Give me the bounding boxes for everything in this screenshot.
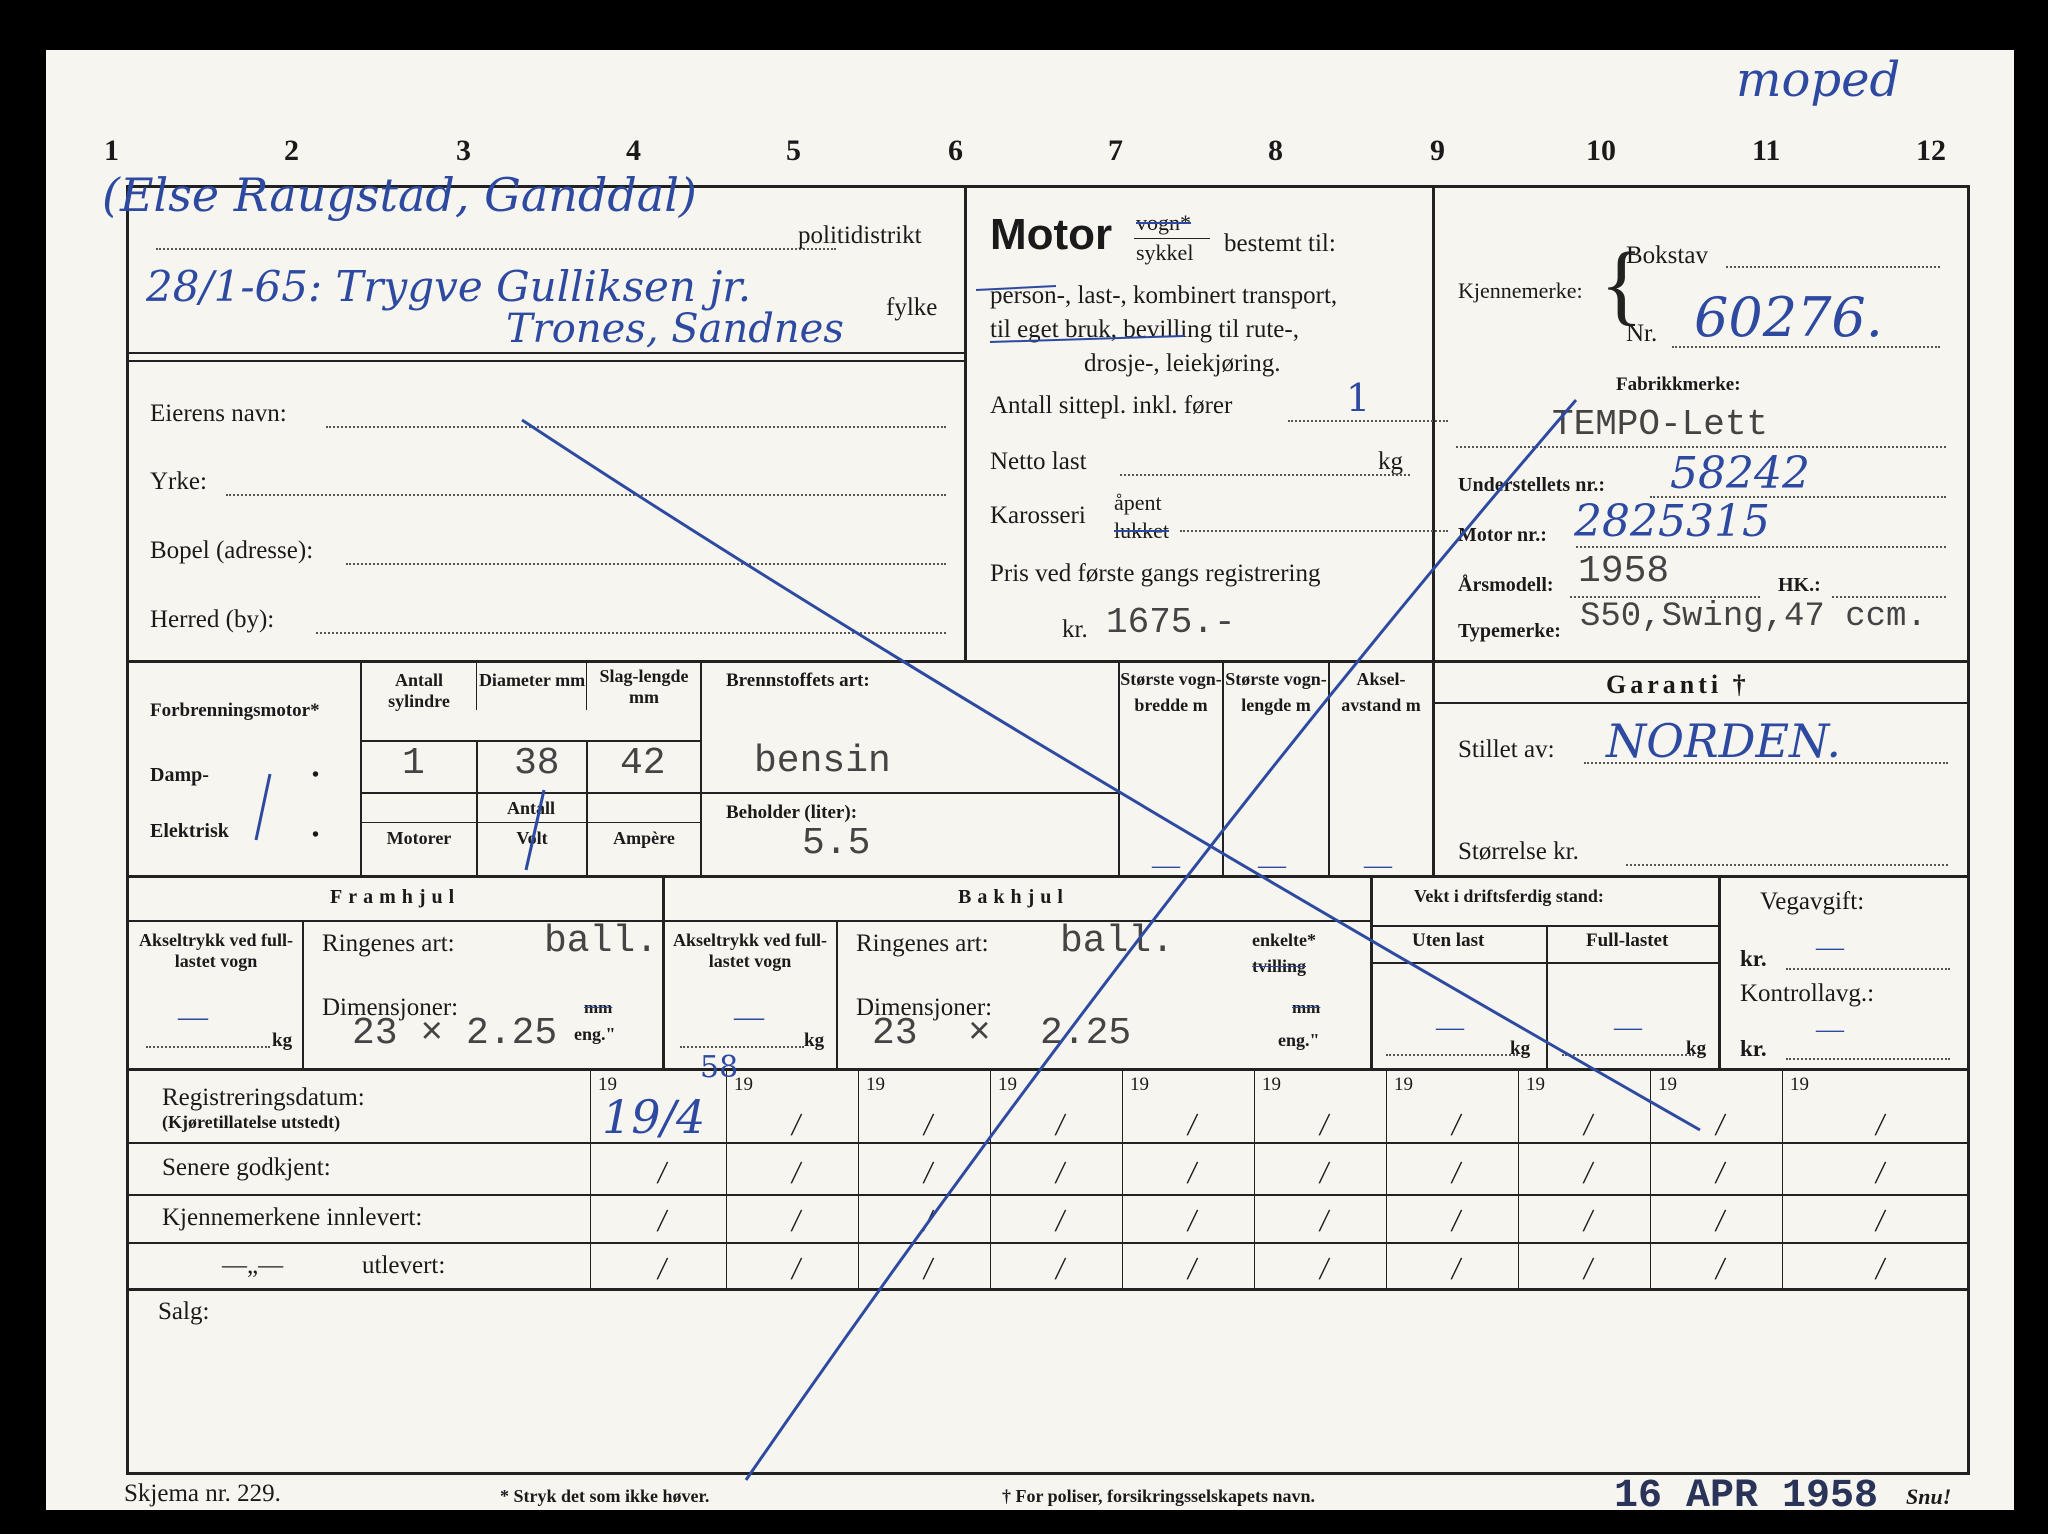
footer-stryk: * Stryk det som ikke høver. [500,1486,710,1506]
registration-year-prefix: 19 [1262,1074,1281,1095]
label-registreringsdatum: Registreringsdatum: [162,1084,365,1111]
dash-akseltrykk-rear: — [734,1000,764,1033]
value-dim-rear-a: 23 [872,1012,918,1055]
motor-kg: kg [1378,448,1403,475]
handwritten-moped: moped [1736,52,1901,108]
label-ringenes-rear: Ringenes art: [856,930,989,957]
label-utlevert-prefix: —„— [222,1252,284,1279]
column-number: 11 [1752,134,1781,167]
header-slaglengde: Slag-lengde mm [599,666,689,707]
motor-price: 1675.- [1106,602,1236,643]
label-vegavgift-kr: kr. [1740,946,1767,971]
registration-slash: / [1713,1250,1728,1286]
registration-year-prefix: 19 [734,1074,753,1095]
registration-slash: / [921,1106,936,1142]
registration-slash: / [1581,1154,1596,1190]
column-number: 1 [104,134,119,167]
motor-apent: åpent [1114,490,1162,515]
kg-front: kg [272,1030,293,1051]
motor-netto-last: Netto last [990,448,1087,475]
registration-slash: / [1185,1154,1200,1190]
registration-slash: / [1185,1202,1200,1238]
label-arsmodell: Årsmodell: [1458,574,1554,596]
value-ball-rear: ball. [1060,920,1175,963]
handwritten-first-date: 19/4 [602,1090,706,1144]
header-garanti: Garanti † [1606,670,1750,699]
registration-slash: / [1053,1250,1068,1286]
column-number: 8 [1268,134,1283,167]
column-number: 5 [786,134,801,167]
label-forbrenning: Forbrenningsmotor* [150,700,320,721]
registration-slash: / [789,1250,804,1286]
label-enkelte: enkelte* [1252,930,1316,950]
registration-slash: / [789,1106,804,1142]
dash-bredde: — [1152,850,1180,881]
column-number: 4 [626,134,641,167]
label-herred: Herred (by): [150,606,275,633]
registration-slash: / [1317,1250,1332,1286]
dash-akseltrykk-front: — [178,1000,208,1033]
label-dimensjoner-front: Dimensjoner: [322,994,459,1021]
header-storste-bredde: Største vogn-bredde m [1120,669,1222,715]
brace: { [1600,235,1644,334]
column-number: 3 [456,134,471,167]
value-dim-front: 23 × 2.25 [352,1012,558,1055]
label-stillet-av: Stillet av: [1458,736,1555,763]
registration-slash: / [921,1154,936,1190]
handwritten-first-year: 58 [700,1050,739,1085]
value-slaglengde: 42 [620,742,666,785]
registration-year-prefix: 19 [1130,1074,1149,1095]
column-number: 7 [1108,134,1123,167]
header-uten-last: Uten last [1412,930,1485,951]
bullet-damp: • [312,764,320,786]
registration-slash: / [1449,1106,1464,1142]
header-bakhjul: Bakhjul [958,886,1069,908]
motor-bestemt: bestemt til: [1224,230,1336,257]
value-dim-rear-b: 2.25 [1040,1012,1132,1055]
handwritten-plate-number: 60276. [1694,286,1883,349]
registration-slash: / [1713,1106,1728,1142]
label-dimensjoner-rear: Dimensjoner: [856,994,993,1021]
registration-slash: / [1873,1106,1888,1142]
label-fabrikkmerke: Fabrikkmerke: [1616,374,1741,395]
column-number: 12 [1916,134,1946,167]
footer-polisen: † For poliser, forsikringsselskapets navn. [1002,1486,1316,1506]
registration-slash: / [655,1250,670,1286]
registration-slash: / [1713,1202,1728,1238]
motor-vogn: vogn* [1136,210,1191,235]
label-kontrollavg: Kontrollavg.: [1740,980,1875,1007]
value-ball-front: ball. [544,920,659,963]
value-brennstoff: bensin [754,740,891,783]
kg-uten-last: kg [1510,1038,1531,1059]
registration-year-prefix: 19 [866,1074,885,1095]
registration-slash: / [1053,1106,1068,1142]
label-eierens-navn: Eierens navn: [150,400,287,427]
label-damp: Damp- [150,764,209,786]
cross-out-lines [46,50,2014,1510]
registration-slash: / [921,1202,936,1238]
handwritten-owner-change-2: Trones, Sandnes [506,306,844,352]
label-hk: HK.: [1778,574,1821,596]
registration-slash: / [1053,1202,1068,1238]
registration-slash: / [655,1154,670,1190]
motor-purpose-2: til eget bruk, bevilling til rute-, [990,316,1299,343]
label-utlevert: utlevert: [362,1252,446,1279]
mm-rear: mm [1292,998,1321,1017]
label-typemerke: Typemerke: [1458,620,1561,642]
label-motor-nr: Motor nr.: [1458,524,1547,546]
registration-slash: / [789,1202,804,1238]
handwritten-chassis-nr: 58242 [1670,448,1810,499]
footer-snu: Snu! [1906,1484,1952,1509]
registration-year-prefix: 19 [1526,1074,1545,1095]
dash-full-lastet: — [1614,1012,1642,1043]
date-stamp: 16 APR 1958 [1614,1474,1879,1519]
label-yrke: Yrke: [150,468,207,495]
value-beholder: 5.5 [802,822,871,865]
registration-slash: / [1873,1154,1888,1190]
header-volt: Volt [516,828,548,848]
label-nr: Nr. [1626,320,1658,347]
dash-vegavgift: — [1816,932,1844,963]
header-akselavstand: Aksel-avstand m [1341,669,1421,715]
label-senere-godkjent: Senere godkjent: [162,1154,331,1181]
eng-rear: eng." [1278,1030,1320,1050]
column-number: 9 [1430,134,1445,167]
registration-slash: / [1449,1202,1464,1238]
handwritten-seats: 1 [1346,376,1371,420]
label-bopel: Bopel (adresse): [150,537,314,564]
mm-front: mm [584,998,613,1017]
label-vegavgift: Vegavgift: [1760,888,1865,915]
column-number: 6 [948,134,963,167]
column-number: 2 [284,134,299,167]
motor-seats-label: Antall sittepl. inkl. fører [990,392,1233,419]
typemerke-value: S50,Swing,47 ccm. [1580,598,1927,636]
registration-year-prefix: 19 [1790,1074,1809,1095]
header-motorer: Motorer [386,828,452,848]
arsmodell-value: 1958 [1578,550,1670,593]
header-vekt: Vekt i driftsferdig stand: [1414,886,1604,906]
registration-year-prefix: 19 [1394,1074,1413,1095]
label-storrelse: Størrelse kr. [1458,838,1579,865]
registration-slash: / [1713,1154,1728,1190]
label-politidistrikt: politidistrikt [798,222,922,249]
value-dim-rear-x: × [968,1012,991,1055]
header-diameter: Diameter mm [478,670,586,690]
dash-uten-last: — [1436,1012,1464,1043]
motor-karosseri: Karosseri [990,502,1086,529]
handwritten-guarantee-by: NORDEN. [1606,714,1841,768]
column-number: 10 [1586,134,1616,167]
registration-slash: / [1317,1106,1332,1142]
registration-slash: / [655,1202,670,1238]
label-elektrisk: Elektrisk [150,820,229,842]
label-salg: Salg: [158,1298,210,1325]
registration-slash: / [1317,1154,1332,1190]
motor-sykkel: sykkel [1136,240,1194,265]
label-brennstoff: Brennstoffets art: [726,670,870,691]
value-diameter: 38 [514,742,560,785]
handwritten-motor-nr: 2825315 [1574,496,1770,547]
handwritten-owner-change: 28/1-65: Trygve Gulliksen jr. [146,262,752,311]
motor-title: Motor [990,210,1113,259]
registration-slash: / [1581,1106,1596,1142]
header-framhjul: Framhjul [330,886,461,908]
label-kontrollavg-kr: kr. [1740,1036,1767,1061]
motor-purpose-1: person-, last-, kombinert transport, [990,282,1338,309]
motor-kr: kr. [1062,616,1088,643]
registration-slash: / [1581,1250,1596,1286]
label-kjennemerke: Kjennemerke: [1458,278,1583,303]
registration-slash: / [1581,1202,1596,1238]
registration-slash: / [1449,1154,1464,1190]
dash-aksel: — [1364,850,1392,881]
value-sylindre: 1 [402,742,425,785]
registration-year-prefix: 19 [1658,1074,1677,1095]
header-storste-lengde: Største vogn-lengde m [1225,669,1327,715]
registration-slash: / [1449,1250,1464,1286]
handwritten-owner-district: (Else Raugstad, Ganddal) [102,168,697,222]
footer-skjema: Skjema nr. 229. [124,1480,281,1507]
label-innlevert: Kjennemerkene innlevert: [162,1204,423,1231]
fabrikkmerke-value: TEMPO-Lett [1552,404,1769,445]
registration-card [46,50,2014,1519]
header-antall-sylindre: Antall sylindre [388,670,450,711]
header-antall: Antall [506,798,555,818]
label-bokstav: Bokstav [1626,242,1708,269]
label-fylke: fylke [886,294,938,321]
header-akseltrykk-front: Akseltrykk ved full-lastet vogn [138,930,293,971]
motor-lukket: lukket [1114,518,1169,543]
label-beholder: Beholder (liter): [726,802,858,823]
eng-front: eng." [574,1024,616,1044]
registration-slash: / [1053,1154,1068,1190]
registration-slash: / [1185,1106,1200,1142]
kg-rear: kg [804,1030,825,1051]
registration-year-prefix: 19 [998,1074,1017,1095]
registration-slash: / [789,1154,804,1190]
header-full-lastet: Full-lastet [1586,930,1669,951]
bullet-elektrisk: • [312,824,320,846]
motor-purpose-3: drosje-, leiekjøring. [1084,350,1281,377]
dash-kontrollavg: — [1816,1014,1844,1045]
label-ringenes-front: Ringenes art: [322,930,455,957]
registration-slash: / [1185,1250,1200,1286]
header-akseltrykk-rear: Akseltrykk ved full-lastet vogn [672,930,827,971]
label-kjoretillatelse: (Kjøretillatelse utstedt) [162,1112,341,1132]
registration-slash: / [1317,1202,1332,1238]
label-understellets: Understellets nr.: [1458,474,1606,496]
dash-lengde: — [1258,850,1286,881]
kg-full-lastet: kg [1686,1038,1707,1059]
header-ampere: Ampère [613,828,675,848]
registration-year-prefix: 19 [598,1074,617,1095]
motor-pris: Pris ved første gangs registrering [990,560,1321,587]
registration-slash: / [1873,1202,1888,1238]
registration-slash: / [1873,1250,1888,1286]
registration-slash: / [921,1250,936,1286]
label-tvilling: tvilling [1252,956,1307,976]
